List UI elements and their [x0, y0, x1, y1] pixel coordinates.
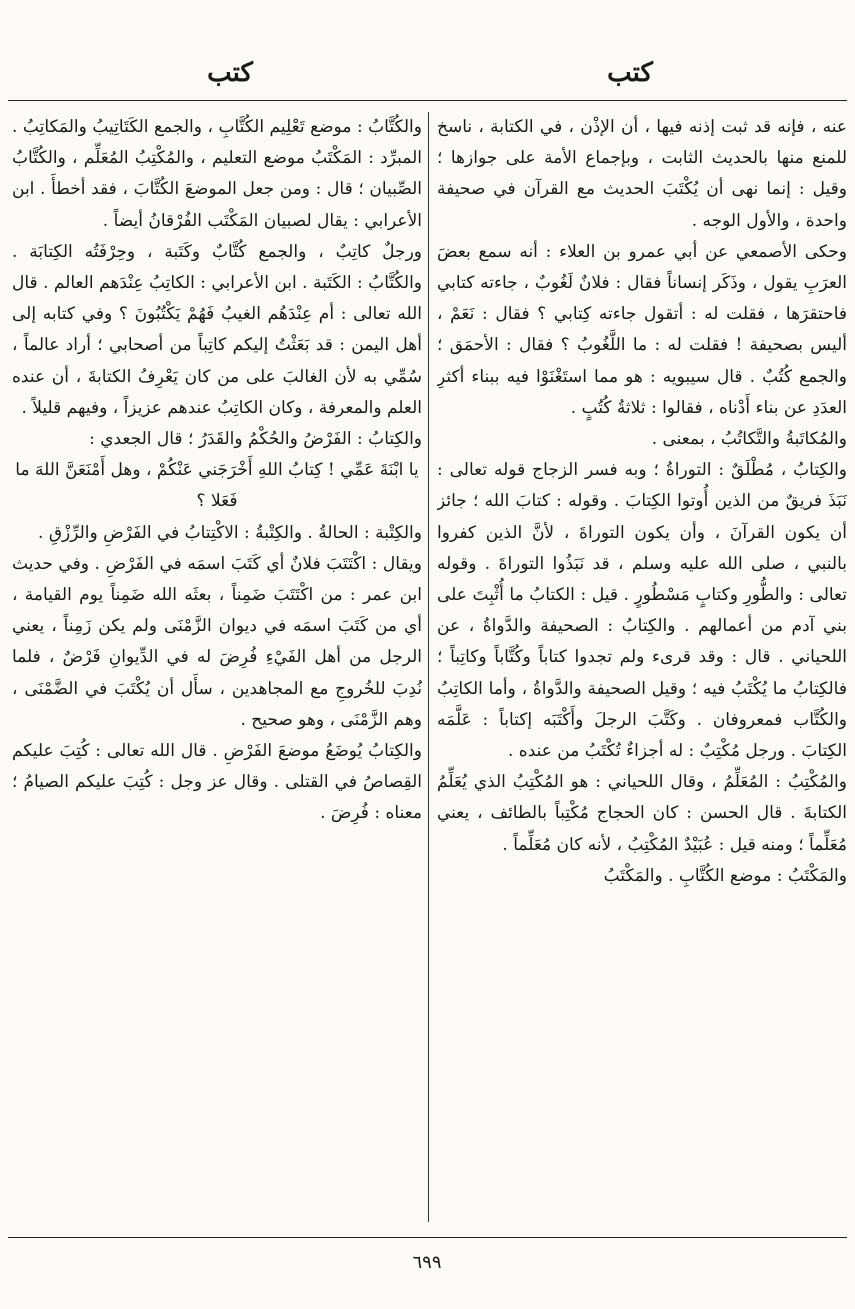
- paragraph: والمَكْتَبُ : موضع الكُتَّابِ . والمَكْتَبُ: [603, 865, 847, 886]
- column-divider: [428, 112, 429, 1222]
- column-right: [437, 112, 847, 1227]
- paragraph: ويقال : اكْتَتَبَ فلانٌ أي كَتَبَ اسمَه في الفَرْضِ . وفي حديث ابن عمر : من اكْتَتَبَ ضَمِناً ، بعثَه الله ضَمِناً يوم القيامة ، أي من كَتَبَ اسمَه في ديوان الزَّمْنَى ولم يكن زَمِناً ، يعني الرجل من أهل الفَيْءِ فُرِضَ له في الدِّيوانِ فَرْضٌ ، فلما نُدِبَ للخُروجِ مع المجاهدين ، سأَل أن يُكْتَبَ في الضَّمْنَى ، وهم الزَّمْنَى ، وهو صحيح .: [12, 553, 422, 730]
- footer-rule: [8, 1237, 847, 1238]
- paragraph: والمُكاتَبةُ والتَّكاتُبُ ، بمعنى .: [651, 429, 847, 450]
- paragraph: والكِتابُ : الفَرْضُ والحُكْمُ والقَدَرُ ؛ قال الجعدي :: [89, 429, 422, 450]
- paragraph: والكِتابُ يُوضَعُ موضعَ الفَرْضِ . قال الله تعالى : كُتِبَ عليكم القِصاصُ في القتلى . وقال عز وجل : كُتِبَ عليكم الصيامُ ؛ معناه : فُرِضَ .: [12, 741, 422, 824]
- column-left: [12, 112, 422, 1227]
- running-head-right: كتب: [607, 58, 653, 88]
- paragraph: عنه ، فإنه قد ثبت إذنه فيها ، أن الإذْن ، في الكتابة ، ناسخ للمنع منها بالحديث الثابت ، وبإجماع الأمة على جوازها ؛ وقيل : إنما نهى أن يُكْتَبَ الحديث مع القرآن في صحيفة واحدة ، والأول الوجه .: [437, 117, 847, 231]
- verse-quotation: يا ابْنَةَ عَمِّي ! كِتابُ اللهِ أَخْرَجَني عَنْكُمْ ، وهل أَمْنَعَنَّ اللهَ ما فَعَلا ؟: [15, 460, 419, 512]
- paragraph: وحكى الأصمعي عن أبي عمرو بن العلاء : أنه سمع بعضَ العرَبِ يقول ، وذَكَر إنساناً فقال : فلانٌ لَغُوبٌ ، جاءته كتابي فاحتقرَها ، فقلت له : أتقول جاءته كِتابي ؟ فقال : نَعَمْ ، أليس بصحيفة ! فقلت له : ما اللَّغُوبُ ؟ فقال : الأحمَق ؛ والجمع كُتُبٌ . قال سيبويه : هو مما استَغْنَوْا فيه ببناء أكثرِ العدَدِ عن بناء أَدْناه ، فقالوا : ثلاثةُ كُتُبٍ .: [437, 241, 847, 418]
- page-number: ٦٩٩: [412, 1252, 442, 1273]
- paragraph: والمُكْتِبُ : المُعَلِّمُ ، وقال اللحياني : هو المُكْتِبُ الذي يُعَلِّمُ الكتابةَ . قال الحسن : كان الحجاج مُكْتِباً بالطائف ، يعني مُعَلِّماً ؛ ومنه قيل : عُبَيْدٌ المُكْتِبُ ، لأنه كان مُعَلِّماً .: [437, 772, 847, 855]
- paragraph: والكِتابُ ، مُطْلَقٌ : التوراةُ ؛ وبه فسر الزجاج قوله تعالى : نَبَذَ فريقٌ من الذين أُوتوا الكِتابَ . وقوله : كتابَ الله ؛ جائز أن يكون القرآنَ ، وأن يكون التوراةَ ، لأنَّ الذين كفروا بالنبي ، صلى الله عليه وسلم ، قد نَبَذُوا التوراةَ . وقوله تعالى : والطُّورِ وكتابٍ مَسْطُورٍ . قيل : الكتابُ ما أُثْبِتَ على بني آدم من أعمالهم . والكِتابُ : الصحيفة والدَّواةُ ، عن اللحياني . قال : وقد قرىء ولم تجدوا كتاباً وكُتَّاباً وكاتِباً ؛ فالكِتابُ ما يُكْتَبُ فيه ؛ وقيل الصحيفة والدَّواةُ ، وأما الكاتِبُ والكُتَّاب فمعروفان . وكَتَّبَ الرجلَ وأَكْتَبَه إكتاباً : عَلَّمَه الكِتابَ . ورجل مُكْتِبٌ : له أجزاءٌ تُكْتَبُ من عنده .: [437, 460, 847, 762]
- paragraph: والكِتْبة : الحالةُ . والكِتْبةُ : الاكْتِتابُ في الفَرْضِ والرِّزْقِ .: [38, 522, 422, 543]
- paragraph: والكُتَّابُ : موضع تَعْلِيم الكُتَّابِ ، والجمع الكَتَاتِيبُ والمَكاتِبُ . المبرِّد : المَكْتَبُ موضع التعليم ، والمُكْتِبُ المُعَلِّم ، والكُتَّابُ الصِّبيان ؛ قال : ومن جعل الموضعَ الكُتَّابَ ، فقد أخطأَ . ابن الأعرابي : يقال لصبيان المَكْتَب الفُرْقانُ أيضاً .: [12, 117, 422, 231]
- header-rule: [8, 100, 847, 101]
- running-head-left: كتب: [207, 58, 253, 88]
- paragraph: ورجلٌ كاتِبٌ ، والجمع كُتَّابٌ وكَتَبة ، وحِرْفَتُه الكِتابَة . والكُتَّابُ : الكَتَبة . ابن الأعرابي : الكاتِبُ عِنْدَهم العالم . قال الله تعالى : أم عِنْدَهُم الغيبُ فَهُمْ يَكْتُبُونَ ؟ وفي كتابه إلى أهل اليمن : قد بَعَثْتُ إليكم كاتِباً من أصحابي ؛ أراد عالماً ، سُمِّي به لأن الغالبَ على من كان يَعْرِفُ الكتابةَ ، أن عنده العلم والمعرفة ، وكان الكاتِبُ عندهم عزيزاً ، وفيهم قليلاً .: [12, 241, 422, 418]
